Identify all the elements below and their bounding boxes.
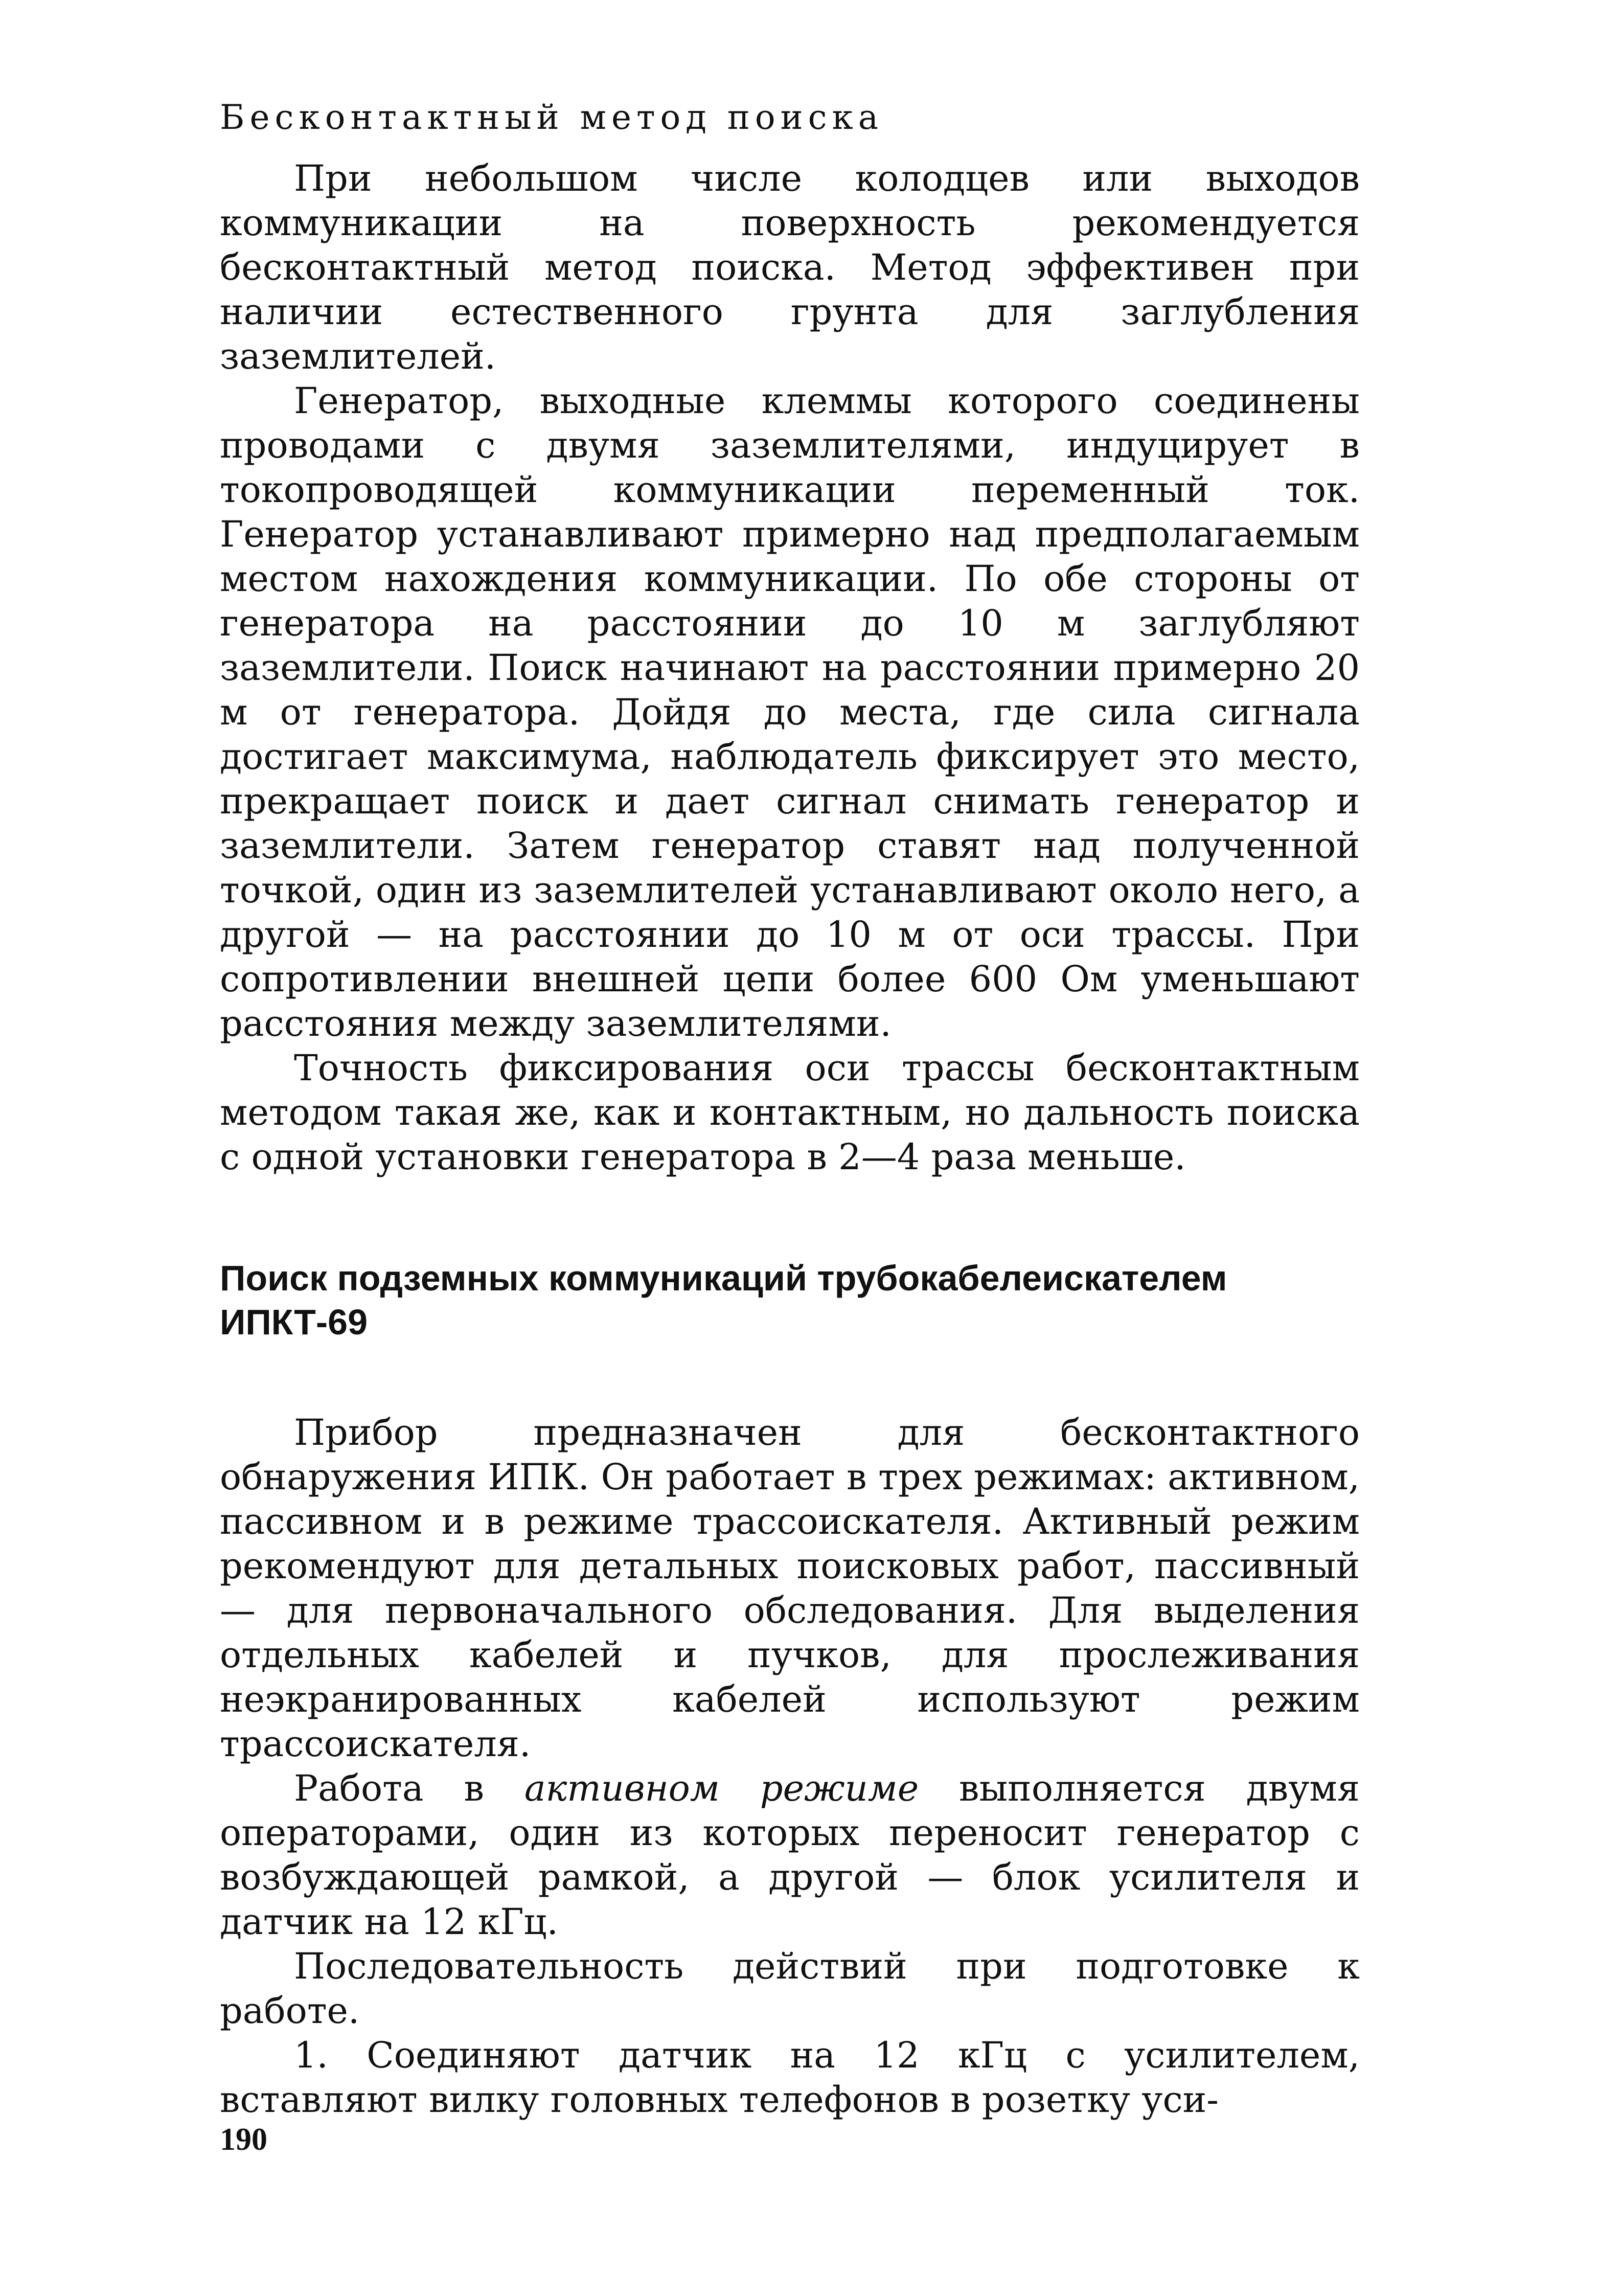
paragraph-sequence: Последовательность действий при подготовке к работе.: [220, 1945, 1360, 2032]
active-mode-text-start: Работа в: [294, 1767, 524, 1809]
paragraph-device-purpose: Прибор предназначен для бесконтактного обнаружения ИПК. Он работает в трех режимах: активном, пассивном и в режиме трассоискателя. Активный режим рекомендуют для детальных поисковых работ, пассивный — для первоначального обследования. Для выделения отдельных кабелей и пучков, для прослеживания неэкранированных кабелей используют режим трассоискателя.: [220, 1412, 1360, 1765]
section-title-contactless-method: Бесконтактный метод поиска: [220, 98, 884, 137]
page-content: [220, 97, 1360, 2122]
page-number: 190: [220, 2122, 267, 2157]
section-title-ipkt69: Поиск подземных коммуникаций трубокабелеискателем ИПКТ-69: [220, 1258, 1227, 1342]
paragraph-step-1: 1. Соединяют датчик на 12 кГц с усилителем, вставляют вилку головных телефонов в розетку уси-: [220, 2034, 1360, 2121]
paragraph-intro: При небольшом числе колодцев или выходов коммуникации на поверхность рекомендуется бесконтактный метод поиска. Метод эффективен при наличии естественного грунта для заглубления заземлителей.: [220, 157, 1360, 377]
paragraph-generator: Генератор, выходные клеммы которого соединены проводами с двумя заземлителями, индуцирует в токопроводящей коммуникации переменный ток. Генератор устанавливают примерно над предполагаемым местом нахождения коммуникации. По обе стороны от генератора на расстоянии до 10 м заглубляют заземлители. Поиск начинают на расстоянии примерно 20 м от генератора. Дойдя до места, где сила сигнала достигает максимума, наблюдатель фиксирует это место, прекращает поиск и дает сигнал снимать генератор и заземлители. Затем генератор ставят над полученной точкой, один из заземлителей устанавливают около него, а другой — на расстоянии до 10 м от оси трассы. При сопротивлении внешней цепи более 600 Ом уменьшают расстояния между заземлителями.: [220, 380, 1360, 1044]
paragraph-active-mode: [220, 1766, 1360, 1944]
active-mode-text-end: выполняется двумя операторами, один из которых переносит генератор с возбуждающей рамкой, а другой — блок усилителя и датчик на 12 кГц.: [220, 1767, 1360, 1943]
paragraph-accuracy: Точность фиксирования оси трассы бесконтактным методом такая же, как и контактным, но дальность поиска с одной установки генератора в 2—4 раза меньше.: [220, 1047, 1360, 1178]
active-mode-emphasis: активном режиме: [524, 1767, 919, 1809]
